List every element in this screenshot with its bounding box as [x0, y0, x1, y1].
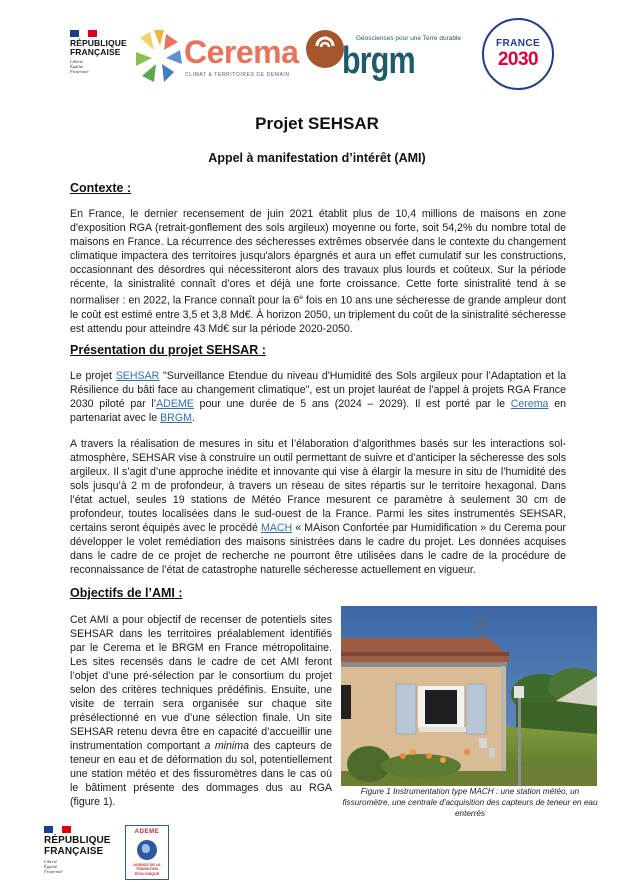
section-heading-contexte: Contexte : [70, 181, 132, 195]
footer-republique-name-line2: FRANÇAISE [44, 846, 104, 857]
contexte-text-2: fois en 10 ans une sécheresse de grande ampleur dont le coût est estimé entre 3,5 et 3,8 Md€. À horizon 2050, un triplement du coût de la sinistralité sécheresse est attendu pour atteindre 43 Md€ sur la période 2020-2050. [70, 294, 566, 335]
footer-marianne-flag-icon [44, 826, 111, 833]
ademe-logo [125, 825, 169, 880]
france-2030-number: 2030 [497, 49, 539, 70]
motto-liberte: Liberté [44, 859, 57, 864]
presentation-text: A travers la réalisation de mesures in situ et l’élaboration d’algorithmes basés sur les interactions sol-atmosphère, SEHSAR vise à construire un outil permettant de suivre et d’anticiper la sécheresse des sols argileux. Il s’agit d’une approche inédite et innovante qui vise à élargir la mesure in situ de l’humidité des sols jusqu’à 2 m de profondeur, à travers un réseau de sites répartis sur le territoire hexagonal. Dans l’état actuel, seules 19 stations de Météo France mesurent ce paramètre à seulement 30 cm de profondeur, toutes localisées dans le sud-ouest de la France. Parmi les sites instrumentés SEHSAR, certains seront équipés avec le procédé [70, 438, 566, 534]
presentation-text: Le projet [70, 370, 116, 382]
presentation-paragraph-2 [70, 437, 566, 577]
page-subtitle: Appel à manifestation d’intérêt (AMI) [208, 151, 426, 165]
objectifs-text: Cet AMI a pour objectif de recenser de potentiels sites SEHSAR dans les territoires préalablement identifiés par le Cerema et le BRGM en France métropolitaine. Les sites recensés dans le cadre de cet AMI feront l’objet d’une pré-sélection par le consortium du projet selon des critères techniques prédéfinis. Ensuite, une visite de terrain sera organisée sur chaque site présélectionné en vue d’une sélection finale. Un site SEHSAR retenu devra être en capacité d’accueillir une instrumentation comportant [70, 614, 332, 752]
brgm-tagline: Géosciences pour une Terre durable [356, 35, 462, 42]
ademe-sub-line: AGENCE DE LA [133, 863, 161, 867]
cerema-tagline: CLIMAT & TERRITOIRES DE DEMAIN [185, 72, 290, 78]
figure-1-caption: Figure 1 Instrumentation type MACH : une station météo, un fissuromètre, une centrale d'acquisition des capteurs de teneur en eau enterrés [342, 787, 598, 818]
sehsar-link[interactable]: SEHSAR [115, 370, 160, 382]
presentation-text: en partenariat avec le [70, 398, 566, 424]
page-title: Projet SEHSAR [255, 114, 379, 133]
section-heading-presentation: Présentation du projet SEHSAR : [70, 343, 266, 357]
presentation-text: « MAison Confortée par Humidification » du Cerema pour développer le volet remédiation des maisons sinistrées dans le cadre du projet. Les données acquises dans le cadre de ce projet de recherche ne pourront être utilisées dans le cadre de la procédure de reconnaissance de l’état de catastrophe naturelle sécheresse actuellement en vigueur. [70, 522, 566, 576]
cerema-link[interactable]: Cerema [510, 398, 549, 410]
brgm-link[interactable]: BRGM [160, 412, 192, 424]
objectifs-italic: a minima [204, 740, 249, 752]
motto-fraternite: Fraternité [70, 69, 89, 75]
brgm-circle-icon [306, 30, 344, 68]
republique-name-line1: RÉPUBLIQUE [70, 38, 127, 48]
france-2030-top: FRANCE [495, 38, 541, 49]
footer-republique-francaise-logo [44, 826, 111, 875]
motto-fraternite: Fraternité [44, 869, 63, 875]
ademe-wordmark: ADEME [134, 829, 160, 835]
presentation-paragraph-1 [70, 369, 566, 425]
footer-republique-motto [44, 859, 111, 875]
presentation-text: "Surveillance Etendue du niveau d'Humidité des Sols argileux pour l’Adaptation et la Résilience du bâti face au changement climatique", est un projet lauréat de l’appel à projets RGA France 2030 piloté par l’ [70, 370, 567, 410]
republique-motto [70, 59, 127, 75]
cerema-logo [134, 28, 299, 84]
cerema-star-icon [134, 28, 184, 84]
republique-francaise-logo [70, 30, 127, 75]
contexte-text-1: En France, le dernier recensement de juin 2021 établit plus de 10,4 millions de maisons en zone d'exposition RGA (retrait-gonflement des sols argileux) moyenne ou forte, soit 54,2% du nombre total de maisons en France. La récurrence des sécheresses extrêmes observée dans le contexte du changement climatique impactera des territoires jusqu'alors épargnés et aura un effet cumulatif sur les constructions, occasionnant des désordres qui nécessiteront alors des travaux plus lourds et coûteux. Sur la période récente, la sinistralité connaît d’ores et déjà une forte croissance. Cette forte sinistralité tend à se normaliser : en 2022, la France connaît pour la 6 [70, 208, 566, 307]
brgm-wordmark: brgm [342, 40, 415, 82]
presentation-text: . [191, 412, 195, 424]
ademe-link[interactable]: ADEME [156, 398, 194, 410]
contexte-sup: e [299, 294, 303, 301]
figure-1-photo [341, 606, 597, 786]
objectifs-paragraph [70, 613, 332, 809]
globe-icon [137, 840, 157, 860]
footer-republique-name-line1: RÉPUBLIQUE [44, 835, 111, 846]
contexte-paragraph [70, 207, 566, 336]
section-heading-objectifs: Objectifs de l’AMI : [70, 586, 183, 600]
cerema-wordmark: Cerema [184, 34, 299, 70]
ademe-sub-line: ÉCOLOGIQUE [134, 871, 160, 876]
motto-egalite: Égalité [44, 864, 57, 870]
objectifs-text: des capteurs de teneur en eau et de déformation du sol, potentiellement une station météo et des fissuromètres dans le cas où le bâtiment présente des dommages dus au RGA (figure 1). [70, 740, 332, 808]
presentation-text: pour une durée de 5 ans (2024 – 2029). Il est porté par le [193, 398, 511, 410]
marianne-flag-icon [70, 30, 127, 37]
france-2030-logo [482, 18, 554, 90]
motto-egalite: Égalité [70, 64, 83, 70]
motto-liberte: Liberté [70, 59, 83, 64]
ademe-sub-line: TRANSITION [136, 867, 158, 872]
brgm-logo [306, 22, 496, 88]
mach-link[interactable]: MACH [261, 522, 293, 534]
republique-name-line2: FRANÇAISE [70, 47, 121, 57]
ademe-subtitle [126, 863, 168, 876]
